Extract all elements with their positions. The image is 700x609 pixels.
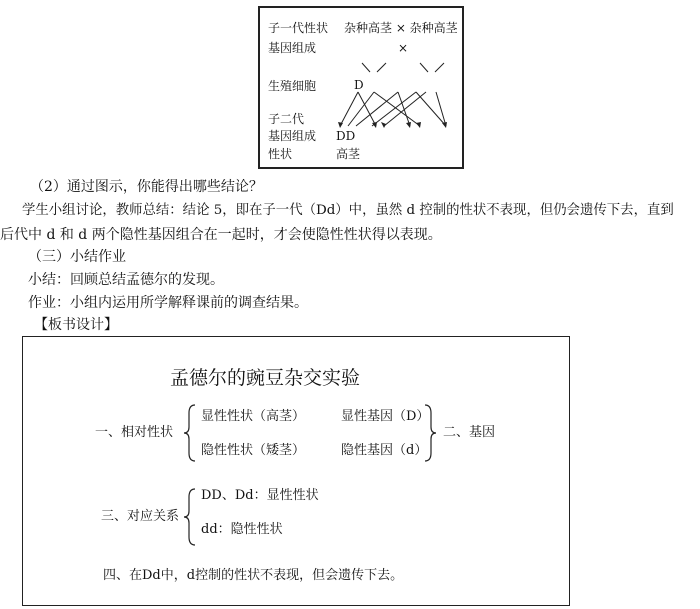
conclusion-line-2: 后代中 d 和 d 两个隐性基因组合在一起时，才会使隐性性状得以表现。 — [0, 227, 442, 243]
gamete-value: D — [354, 78, 364, 92]
genetics-diagram — [258, 6, 464, 169]
relation-recessive: dd：隐性性状 — [201, 522, 283, 537]
item-1-label: 一、相对性状 — [95, 425, 174, 440]
f2-label: 子二代 — [268, 112, 305, 126]
f2-genotype-value: DD — [336, 129, 356, 143]
item-3-label: 三、对应关系 — [101, 509, 180, 524]
genotype-label: 基因组成 — [268, 41, 317, 55]
f2-genotype-label: 基因组成 — [268, 129, 317, 143]
section-summary-homework: （三）小结作业 — [28, 249, 126, 265]
f2-trait-label: 性状 — [268, 147, 293, 161]
item-4-text: 四、在Dd中，d控制的性状不表现，但会遗传下去。 — [103, 568, 404, 583]
question-2: （2）通过图示，你能得出哪些结论？ — [30, 179, 263, 195]
dominant-gene: 显性基因（D） — [341, 409, 430, 424]
conclusion-line-1: 学生小组讨论，教师总结：结论 5，即在子一代（Dd）中，虽然 d 控制的性状不表现，但仍会遗传下去，直到 — [22, 203, 674, 218]
f1-trait-label: 子一代性状 — [268, 21, 329, 35]
board-design — [22, 336, 570, 606]
homework-text: 作业：小组内运用所学解释课前的调查结果。 — [28, 295, 308, 311]
f2-trait-value: 高茎 — [336, 147, 361, 161]
recessive-gene: 隐性基因（d） — [341, 443, 428, 458]
dominant-trait: 显性性状（高茎） — [201, 409, 306, 424]
item-2-label: 二、基因 — [443, 425, 496, 440]
cross-symbol: × — [398, 41, 409, 55]
f1-trait-value: 杂种高茎 × 杂种高茎 — [344, 21, 458, 35]
board-design-heading: 【板书设计】 — [34, 317, 118, 333]
summary-text: 小结：回顾总结孟德尔的发现。 — [28, 272, 224, 288]
relation-dominant: DD、Dd：显性性状 — [201, 488, 319, 503]
recessive-trait: 隐性性状（矮茎） — [201, 443, 306, 458]
board-title: 孟德尔的豌豆杂交实验 — [170, 367, 361, 389]
gamete-label: 生殖细胞 — [268, 79, 317, 93]
